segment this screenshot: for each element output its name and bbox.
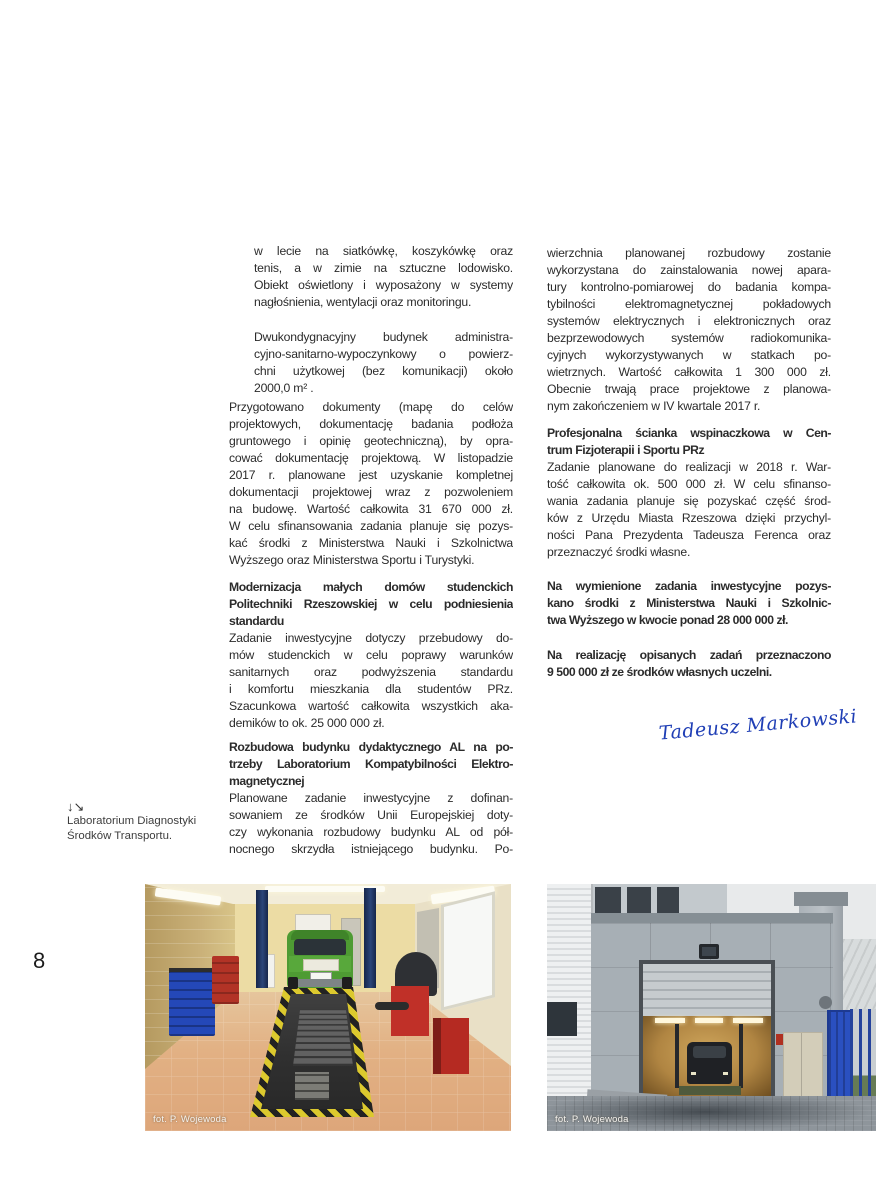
background-window — [657, 887, 679, 913]
text-line: nocnego skrzydła istniejącego budynku. Po- — [229, 842, 513, 856]
text-line: systemów elektrycznych i elektronicznych oraz — [547, 314, 831, 328]
tower-cap — [794, 892, 848, 906]
text-line: Na realizację opisanych zadań przeznaczono — [547, 648, 831, 662]
paragraph — [229, 243, 513, 311]
red-tool-cart — [212, 956, 239, 1004]
background-window — [595, 887, 621, 913]
text-line: kać środki z Ministerstwa Nauki i Szkolnictwa — [229, 536, 513, 550]
text-line: W celu sfinansowania zadania planuje się pozys- — [229, 519, 513, 533]
text-line: tybilności elektromagnetycznej pokładowych — [547, 297, 831, 311]
text-line: dokumentacji projektowej wraz z pozwoleniem — [229, 485, 513, 499]
text-line: Profesjonalna ścianka wspinaczkowa w Cen- — [547, 426, 831, 440]
car-headlight — [723, 1072, 728, 1075]
text-line: trzeby Laboratorium Kompatybilności Elektro- — [229, 757, 513, 771]
roller-shutter-door — [643, 964, 771, 1016]
text-line: Dwukondygnacyjny budynek administra- — [254, 330, 513, 344]
car-windshield — [693, 1046, 726, 1058]
text-line: Rozbudowa budynku dydaktycznego AL na po- — [229, 740, 513, 754]
text-line: Zadanie planowane do realizacji w 2018 r. War- — [547, 460, 831, 474]
text-line: chni użytkowej (bez komunikacji) około — [254, 364, 513, 378]
text-column-right — [547, 243, 831, 681]
car-headlight — [691, 1072, 696, 1075]
car-lift-post — [364, 888, 376, 988]
text-line: sowaniem ze środków Unii Europejskiej doty- — [229, 808, 513, 822]
paragraph — [229, 399, 513, 569]
text-line: na budowę. Wartość całkowita 31 670 000 zł. — [229, 502, 513, 516]
building-exterior-photo — [547, 884, 876, 1131]
text-line: 2000,0 m² . — [254, 381, 314, 395]
paragraph — [229, 630, 513, 732]
interior-light — [655, 1018, 685, 1023]
text-line: ków z Urzędu Miasta Rzeszowa dzięki przychyl- — [547, 511, 831, 525]
paragraph — [547, 459, 831, 561]
text-line: sanitarnych oraz podwyższenia standardu — [229, 665, 513, 679]
text-line: cyjnych wykorzystywanych w statkach po- — [547, 348, 831, 362]
text-line: trum Fizjoterapii i Sportu PRz — [547, 443, 705, 457]
text-line: Wyższego oraz Ministerstwa Sportu i Turystyki. — [229, 553, 475, 567]
paragraph — [229, 790, 513, 858]
car-wheel — [288, 977, 298, 989]
paragraph — [547, 578, 831, 629]
text-line: 2017 r. planowane jest uzyskanie kompletnej — [229, 468, 513, 482]
text-line: Na wymienione zadania inwestycyjne pozys- — [547, 579, 831, 593]
photo-credit: fot. P. Wojewoda — [555, 1114, 629, 1125]
text-line: wierzchnia planowanej rozbudowy zostanie — [547, 246, 831, 260]
text-line: czy wykonania rozbudowy budynku AL od pół- — [229, 825, 513, 839]
text-line: gruntowego i opinię geotechniczną), by opra- — [229, 434, 513, 448]
text-line: twa Wyższego w kwocie ponad 28 000 000 zł. — [547, 613, 788, 627]
wheel-balancer — [391, 986, 429, 1036]
text-line: nym zakończeniem w IV kwartale 2017 r. — [547, 399, 761, 413]
side-building-window — [547, 1002, 577, 1036]
background-window — [627, 887, 651, 913]
text-line: wietrznych. Wartość całkowita 1 300 000 zł. — [547, 365, 831, 379]
tyre-machine — [433, 1018, 469, 1074]
text-line: standardu — [229, 614, 284, 628]
paragraph — [547, 245, 831, 415]
far-right-building — [843, 939, 876, 1019]
side-note-line: Laboratorium Diagnostyki — [67, 815, 197, 827]
interior-lift-post — [739, 1024, 743, 1088]
text-line: magnetycznej — [229, 774, 305, 788]
utility-cabinet — [783, 1032, 823, 1098]
text-line: nagłośnienia, wentylacji oraz monitoringu. — [254, 295, 472, 309]
pit-steps — [295, 1072, 329, 1100]
side-note-line: Środków Transportu. — [67, 830, 173, 843]
car-lift-post — [256, 890, 268, 988]
text-line: przeznaczyć środki własne. — [547, 545, 691, 559]
text-line: mów studenckich w celu poprawy warunków — [229, 648, 513, 662]
car-wheel — [342, 977, 352, 989]
paragraph-heading — [229, 579, 513, 630]
text-line: Obecnie trwają prace projektowe z planowa- — [547, 382, 831, 396]
text-line: Politechniki Rzeszowskiej w celu podniesienia — [229, 597, 513, 611]
text-line: Przygotowano dokumenty (mapę do celów — [229, 400, 513, 414]
text-line: cyjno-sanitarno-wypoczynkowy o powierz- — [254, 347, 513, 361]
outdoor-lamp-face — [702, 947, 716, 956]
paragraph — [547, 647, 831, 681]
text-line: tenis, a w zimie na sztuczne lodowisko. — [254, 261, 513, 275]
paragraph-heading — [229, 739, 513, 790]
handwritten-signature: Tadeusz Markowski — [657, 705, 859, 745]
text-line: 9 500 000 zł ze środków własnych uczelni. — [547, 665, 772, 679]
text-line: cować dokumentację projektową. W listopadzie — [229, 451, 513, 465]
paragraph-heading — [547, 425, 831, 459]
pit-grate — [293, 1010, 353, 1066]
text-line: wykorzystana do zainstalowania nowej apara- — [547, 263, 831, 277]
interior-light — [695, 1018, 723, 1023]
garage-floor-mat — [679, 1086, 741, 1095]
wall-vent — [819, 996, 832, 1009]
floor-hose — [375, 1002, 409, 1010]
text-line: ności Pana Prezydenta Tadeusza Ferenca oraz — [547, 528, 831, 542]
paragraph — [229, 329, 513, 397]
text-line: Zadanie inwestycyjne dotyczy przebudowy do- — [229, 631, 513, 645]
text-line: wania zadania planuje się pozyskać część środ- — [547, 494, 831, 508]
lab-interior-photo — [145, 884, 511, 1131]
blue-fence — [850, 1009, 876, 1104]
interior-lift-post — [675, 1024, 679, 1088]
down-right-arrows-icon: ↓↘ — [67, 799, 85, 814]
text-line: Obiekt oświetlony i wyposażony w systemy — [254, 278, 513, 292]
white-clad-building — [547, 884, 593, 1118]
text-line: kano środki z Ministerstwa Nauki i Szkolnic- — [547, 596, 831, 610]
facade-cornice — [591, 913, 833, 923]
fire-box — [776, 1034, 783, 1045]
text-line: i komfortu mieszkania dla studentów PRz. — [229, 682, 513, 696]
page-number: 8 — [33, 948, 46, 973]
lab-window — [441, 891, 495, 1010]
text-line: w lecie na siatkówkę, koszykówkę oraz — [254, 244, 513, 258]
photo-credit: fot. P. Wojewoda — [153, 1114, 227, 1125]
car-hood-sticker — [303, 959, 339, 971]
text-line: demików to ok. 25 000 000 zł. — [229, 716, 385, 730]
text-line: Modernizacja małych domów studenckich — [229, 580, 513, 594]
text-line: Planowane zadanie inwestycyjne z dofinan- — [229, 791, 513, 805]
photo-side-note — [67, 800, 217, 845]
car-windshield — [294, 939, 346, 955]
text-line: tury kontrolno-pomiarowej do badania kompa- — [547, 280, 831, 294]
text-line: projektowych, dokumentację badania podłoża — [229, 417, 513, 431]
blue-tool-cabinet — [169, 972, 215, 1036]
interior-light — [733, 1018, 763, 1023]
text-line: bezprzewodowych systemów radiokomunika- — [547, 331, 831, 345]
text-column-left — [229, 243, 513, 858]
text-line: Szacunkowa wartość całkowita wszystkich aka- — [229, 699, 513, 713]
text-line: tość całkowita ok. 500 000 zł. W celu sfinanso- — [547, 477, 831, 491]
